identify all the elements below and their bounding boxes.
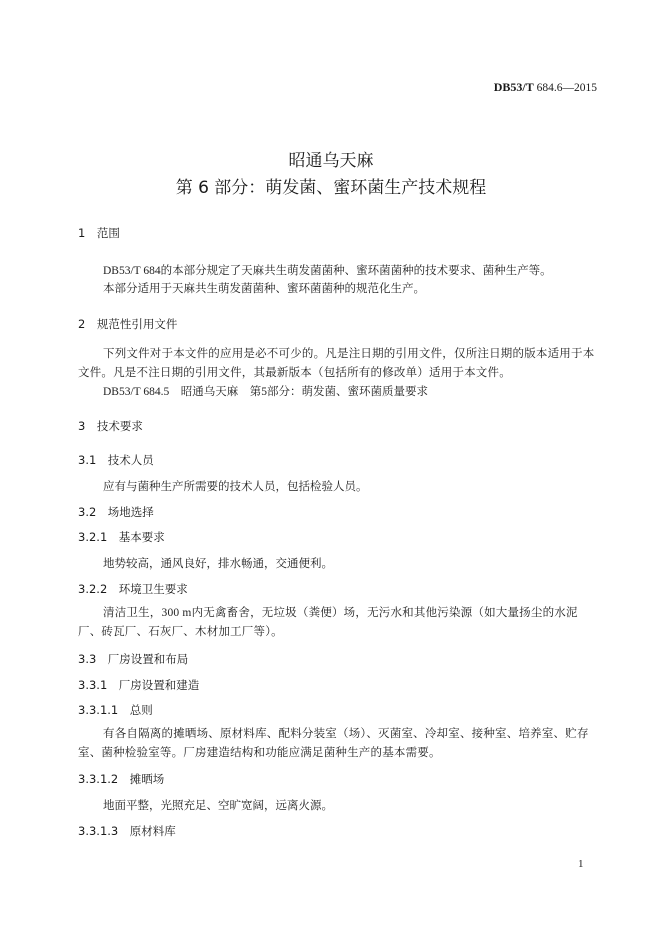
subsection-heading: 3.2 场地选择 xyxy=(78,505,154,519)
subsection-heading: 3.3.1.3 原材料库 xyxy=(78,824,176,838)
paragraph: 地面平整，光照充足、空旷宽阔，远离火源。 xyxy=(103,800,333,812)
standard-number xyxy=(494,80,597,95)
subsection-heading: 3.2.2 环境卫生要求 xyxy=(78,582,188,596)
subsection-heading: 3.3 厂房设置和布局 xyxy=(78,652,189,666)
paragraph: 下列文件对于本文件的应用是必不可少的。凡是注日期的引用文件，仅所注日期的版本适用于本文件。凡是不注日期的引用文件，其最新版本（包括所有的修改单）适用于本文件。 xyxy=(78,348,595,379)
section-heading: 3 技术要求 xyxy=(78,419,143,433)
document-title: 昭通乌天麻 xyxy=(288,151,374,171)
paragraph: 有各自隔离的摊晒场、原材料库、配料分装室（场）、灭菌室、冷却室、接种室、培养室、贮存室、菌种检验室等。厂房建造结构和功能应满足菌种生产的基本需要。 xyxy=(78,728,589,759)
paragraph: 清洁卫生，300 m内无禽畜舍，无垃圾（粪便）场，无污水和其他污染源（如大量扬尘的水泥厂、砖瓦厂、石灰厂、木材加工厂等）。 xyxy=(78,607,578,638)
paragraph: 地势较高，通风良好，排水畅通，交通便利。 xyxy=(103,558,333,570)
subsection-heading: 3.3.1.1 总则 xyxy=(78,703,153,717)
subsection-heading: 3.2.1 基本要求 xyxy=(78,530,165,544)
paragraph: 应有与菌种生产所需要的技术人员，包括检验人员。 xyxy=(103,481,368,493)
subsection-heading: 3.1 技术人员 xyxy=(78,453,154,467)
document-subtitle: 第 6 部分：萌发菌、蜜环菌生产技术规程 xyxy=(175,178,487,198)
section-heading: 1 范围 xyxy=(78,226,120,240)
subsection-heading: 3.3.1.2 摊晒场 xyxy=(78,772,165,786)
paragraph: 本部分适用于天麻共生萌发菌菌种、蜜环菌菌种的规范化生产。 xyxy=(103,283,425,295)
section-heading: 2 规范性引用文件 xyxy=(78,317,178,331)
standard-part: 684.6—2015 xyxy=(536,82,597,94)
paragraph: DB53/T 684的本部分规定了天麻共生萌发菌菌种、蜜环菌菌种的技术要求、菌种生产等。 xyxy=(103,265,552,277)
reference-item: DB53/T 684.5 昭通乌天麻 第5部分：萌发菌、蜜环菌质量要求 xyxy=(103,386,428,398)
subsection-heading: 3.3.1 厂房设置和建造 xyxy=(78,678,200,692)
page-number: 1 xyxy=(578,858,584,870)
standard-code: DB53/T xyxy=(493,80,534,94)
